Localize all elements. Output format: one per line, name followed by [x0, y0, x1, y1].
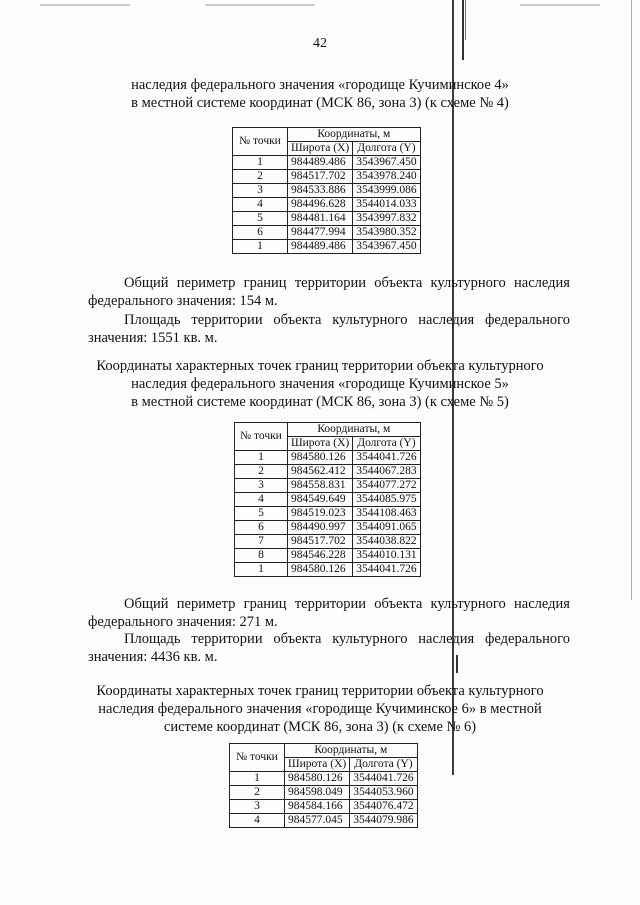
section-5-perimeter [88, 595, 570, 631]
point-number-cell: 3 [235, 479, 288, 493]
longitude-cell: 3544014.033 [353, 198, 420, 212]
longitude-cell: 3544076.472 [350, 800, 417, 814]
latitude-cell: 984562.412 [288, 465, 353, 479]
word: Площадь [124, 312, 181, 328]
word: периметр [176, 275, 236, 291]
col-point-header: № точки [235, 423, 288, 451]
longitude-cell: 3544085.975 [353, 493, 420, 507]
point-number-cell: 1 [235, 451, 288, 465]
table-row [235, 493, 421, 507]
word: наследия [514, 275, 570, 291]
table-row [233, 240, 421, 254]
point-number-cell: 4 [235, 493, 288, 507]
area-line [88, 311, 570, 329]
longitude-cell: 3544010.131 [353, 549, 420, 563]
latitude-cell: 984598.049 [285, 786, 350, 800]
latitude-cell: 984477.994 [288, 226, 353, 240]
latitude-cell: 984517.702 [288, 535, 353, 549]
table-row [230, 814, 418, 828]
longitude-cell: 3544053.960 [350, 786, 417, 800]
section-4-area [88, 311, 570, 347]
table-row [233, 198, 421, 212]
word: территории [294, 275, 367, 291]
latitude-cell: 984580.126 [288, 451, 353, 465]
point-number-cell: 1 [235, 563, 288, 577]
word: территории [191, 631, 263, 647]
latitude-cell: 984481.164 [288, 212, 353, 226]
latitude-cell: 984490.997 [288, 521, 353, 535]
word: культурного [332, 631, 408, 647]
scan-dust [40, 4, 130, 6]
point-number-cell: 2 [235, 465, 288, 479]
table-row [235, 549, 421, 563]
latitude-cell: 984519.023 [288, 507, 353, 521]
coordinates-table-4 [232, 127, 421, 254]
word: Общий [124, 596, 169, 612]
table-row [235, 563, 421, 577]
heading-line: системе координат (МСК 86, зона 3) (к схеме № 6) [163, 719, 477, 735]
longitude-cell: 3544091.065 [353, 521, 420, 535]
point-number-cell: 8 [235, 549, 288, 563]
table-row [235, 535, 421, 549]
scan-artifact-line [465, 0, 466, 40]
col-point-header: № точки [233, 128, 288, 156]
word: объекта [374, 596, 423, 612]
scan-dust [520, 4, 600, 6]
latitude-cell: 984533.886 [288, 184, 353, 198]
longitude-cell: 3544067.283 [353, 465, 420, 479]
col-coords-header: Координаты, м [288, 128, 421, 142]
area-line: значения: 4436 кв. м. [88, 649, 218, 665]
word: культурного [430, 275, 506, 291]
word: территории [191, 312, 263, 328]
word: наследия [514, 596, 570, 612]
point-number-cell: 1 [233, 156, 288, 170]
col-lat-header: Широта (X) [285, 758, 350, 772]
point-number-cell: 1 [230, 772, 285, 786]
longitude-cell: 3543967.450 [353, 240, 420, 254]
col-lon-header: Долгота (Y) [353, 142, 420, 156]
longitude-cell: 3544041.726 [350, 772, 417, 786]
word: федерального [485, 312, 570, 328]
longitude-cell: 3544041.726 [353, 563, 420, 577]
heading-line: наследия федерального значения «городище Кучиминское 6» в местной [98, 701, 542, 717]
col-lat-header: Широта (X) [288, 142, 353, 156]
longitude-cell: 3543967.450 [353, 156, 420, 170]
longitude-cell: 3543999.086 [353, 184, 420, 198]
point-number-cell: 5 [235, 507, 288, 521]
point-number-cell: 2 [233, 170, 288, 184]
latitude-cell: 984549.649 [288, 493, 353, 507]
longitude-cell: 3544038.822 [353, 535, 420, 549]
table-row [235, 465, 421, 479]
table-row [230, 772, 418, 786]
col-lon-header: Долгота (Y) [353, 437, 420, 451]
table-row [230, 800, 418, 814]
word: Площадь [124, 631, 181, 647]
page-number: 42 [313, 36, 327, 51]
col-lon-header: Долгота (Y) [350, 758, 417, 772]
latitude-cell: 984577.045 [285, 814, 350, 828]
word: культурного [430, 596, 506, 612]
heading-line: наследия федерального значения «городище Кучиминское 4» [131, 77, 509, 93]
heading-line: наследия федерального значения «городище Кучиминское 5» [131, 376, 509, 392]
perimeter-line [88, 274, 570, 292]
perimeter-line: федерального значения: 154 м. [88, 293, 278, 309]
table-row [235, 451, 421, 465]
word: границ [243, 275, 287, 291]
word: территории [294, 596, 367, 612]
word: наследия [418, 631, 475, 647]
section-4-heading [60, 76, 580, 112]
point-number-cell: 7 [235, 535, 288, 549]
point-number-cell: 4 [230, 814, 285, 828]
point-number-cell: 6 [233, 226, 288, 240]
point-number-cell: 3 [233, 184, 288, 198]
word: объекта [273, 312, 322, 328]
word: периметр [176, 596, 236, 612]
point-number-cell: 6 [235, 521, 288, 535]
longitude-cell: 3543980.352 [353, 226, 420, 240]
col-point-header: № точки [230, 744, 285, 772]
table-row [233, 184, 421, 198]
table-row [235, 507, 421, 521]
word: наследия [418, 312, 475, 328]
longitude-cell: 3544041.726 [353, 451, 420, 465]
area-line: значения: 1551 кв. м. [88, 330, 218, 346]
latitude-cell: 984580.126 [288, 563, 353, 577]
word: федерального [485, 631, 570, 647]
perimeter-line: федерального значения: 271 м. [88, 614, 278, 630]
longitude-cell: 3544108.463 [353, 507, 420, 521]
word: объекта [273, 631, 322, 647]
section-5-area [88, 630, 570, 666]
word: границ [243, 596, 287, 612]
latitude-cell: 984496.628 [288, 198, 353, 212]
table-row [233, 212, 421, 226]
table-row [233, 170, 421, 184]
longitude-cell: 3543997.832 [353, 212, 420, 226]
point-number-cell: 3 [230, 800, 285, 814]
scan-artifact-line [631, 0, 632, 600]
table-row [235, 479, 421, 493]
longitude-cell: 3544077.272 [353, 479, 420, 493]
point-number-cell: 5 [233, 212, 288, 226]
coordinates-table-6 [229, 743, 418, 828]
heading-line: Координаты характерных точек границ территории объекта культурного [96, 358, 544, 374]
col-coords-header: Координаты, м [288, 423, 421, 437]
coordinates-table-5 [234, 422, 421, 577]
table-row [230, 786, 418, 800]
latitude-cell: 984558.831 [288, 479, 353, 493]
perimeter-line [88, 595, 570, 613]
point-number-cell: 2 [230, 786, 285, 800]
longitude-cell: 3543978.240 [353, 170, 420, 184]
word: объекта [374, 275, 423, 291]
section-4-perimeter [88, 274, 570, 310]
section-5-heading [60, 357, 580, 411]
table-row [233, 156, 421, 170]
area-line [88, 630, 570, 648]
heading-line: Координаты характерных точек границ территории объекта культурного [96, 683, 544, 699]
word: культурного [332, 312, 408, 328]
scan-dust [205, 4, 315, 6]
point-number-cell: 1 [233, 240, 288, 254]
table-row [235, 521, 421, 535]
section-6-heading [60, 682, 580, 736]
heading-line: в местной системе координат (МСК 86, зона 3) (к схеме № 4) [131, 95, 509, 111]
col-lat-header: Широта (X) [288, 437, 353, 451]
table-row [233, 226, 421, 240]
heading-line: в местной системе координат (МСК 86, зона 3) (к схеме № 5) [131, 394, 509, 410]
col-coords-header: Координаты, м [285, 744, 418, 758]
latitude-cell: 984489.486 [288, 156, 353, 170]
longitude-cell: 3544079.986 [350, 814, 417, 828]
latitude-cell: 984517.702 [288, 170, 353, 184]
latitude-cell: 984580.126 [285, 772, 350, 786]
latitude-cell: 984489.486 [288, 240, 353, 254]
latitude-cell: 984584.166 [285, 800, 350, 814]
latitude-cell: 984546.228 [288, 549, 353, 563]
point-number-cell: 4 [233, 198, 288, 212]
word: Общий [124, 275, 169, 291]
